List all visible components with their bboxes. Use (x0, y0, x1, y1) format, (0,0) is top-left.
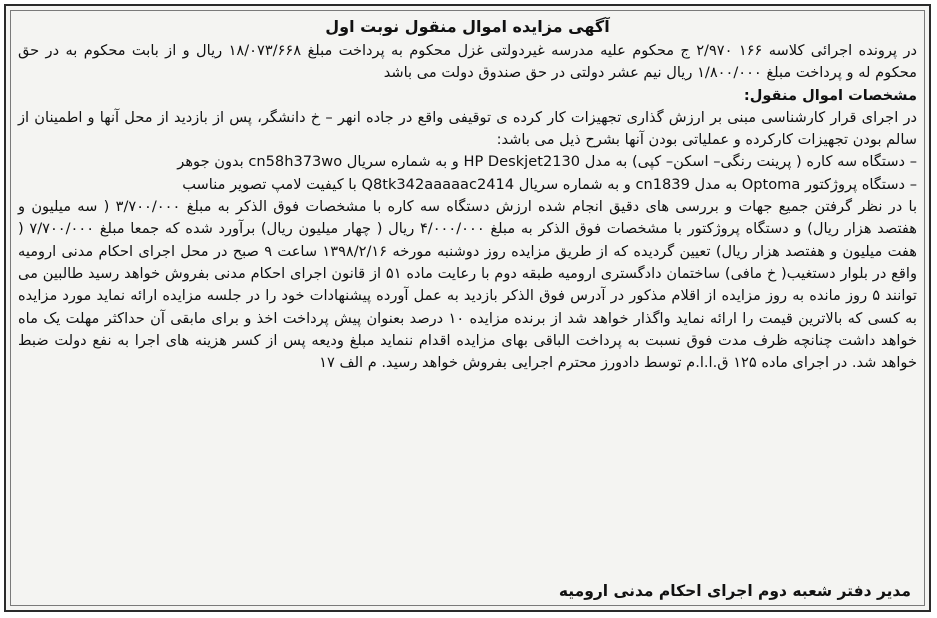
notice-title: آگهی مزایده اموال منقول نوبت اول (325, 17, 610, 36)
notice-frame (4, 4, 931, 612)
item-projector: – دستگاه پروژکتور Optoma به مدل cn1839 و به شماره سریال Q8tk342aaaaac2414 با کیفیت لامپ تصویر مناسب (182, 175, 917, 193)
notice-content (18, 16, 917, 374)
auction-body-paragraph: با در نظر گرفتن جمیع جهات و بررسی های دقیق انجام شده ارزش دستگاه سه کاره با مشخصات فوق الذکر به مبلغ ۳/۷۰۰/۰۰۰ ( سه میلیون و هفتصد هزار ریال) و دستگاه پروژکتور با مشخصات فوق الذکر به مبلغ ۴/۰۰۰/۰۰۰ ریال ( چهار میلیون ریال) برآورد شده که جمعا مبلغ ۷/۷۰۰/۰۰۰ ( هفت میلیون و هفتصد هزار ریال) تعیین گردیده که از طریق مزایده روز دوشنبه مورخه ۱۳۹۸/۲/۱۶ ساعت ۹ صبح در محل اجرای احکام مدنی ارومیه واقع در بلوار دستغیب( خ مافی) ساختمان دادگستری ارومیه طبقه دوم با رعایت ماده ۵۱ از قانون اجرای احکام مدنی بفروش خواهد رسید طالبین می توانند ۵ روز مانده به روز مزایده از اقلام مذکور در آدرس فوق الذکر بازدید به عمل آورده پیشنهادات خود را در جلسه مزایده ارائه نماید مورد مزایده به کسی که بالاترین قیمت را ارائه نماید واگذار خواهد شد از برنده مزایده ۱۰ درصد بعنوان پیش پرداخت اخذ و برای مابقی آن حداکثر مهلت یک ماه خواهد داشت چنانچه ظرف مدت فوق نسبت به پرداخت الباقی بهای مزایده اقدام ننماید مبلغ ودیعه پس از کسر هزینه های اجرا به نفع دولت ضبط خواهد شد. در اجرای ماده ۱۲۵ ق.ا.ا.م توسط دادورز محترم اجرایی بفروش خواهد رسید. م الف ۱۷ (18, 198, 918, 372)
item-printer: – دستگاه سه کاره ( پرینت رنگی– اسکن– کپی) به مدل HP Deskjet2130 و به شماره سریال cn58h373wo بدون جوهر (177, 153, 917, 171)
signature: مدیر دفتر شعبه دوم اجرای احکام مدنی ارومیه (558, 582, 911, 600)
specs-intro-paragraph: در اجرای قرار کارشناسی مبنی بر ارزش گذاری تجهیزات کار کرده ی توقیفی واقع در جاده انهر – خ دانشگر، پس از بازدید از محل آنها و اطمینان از سالم بودن تجهیزات کارکرده و عملیاتی بودن آنها بشرح ذیل می باشد: (18, 108, 917, 149)
specs-heading: مشخصات اموال منقول: (743, 86, 917, 104)
intro-paragraph: در پرونده اجرائی کلاسه ۱۶۶ ۲/۹۷۰ ج محکوم علیه مدرسه غیردولتی غزل محکوم به پرداخت مبلغ ۱۸/۰۷۳/۶۶۸ ریال و از بابت محکوم به در حق محکوم له و پرداخت مبلغ ۱/۸۰۰/۰۰۰ ریال نیم عشر دولتی در حق صندوق دولت می باشد (18, 42, 917, 82)
